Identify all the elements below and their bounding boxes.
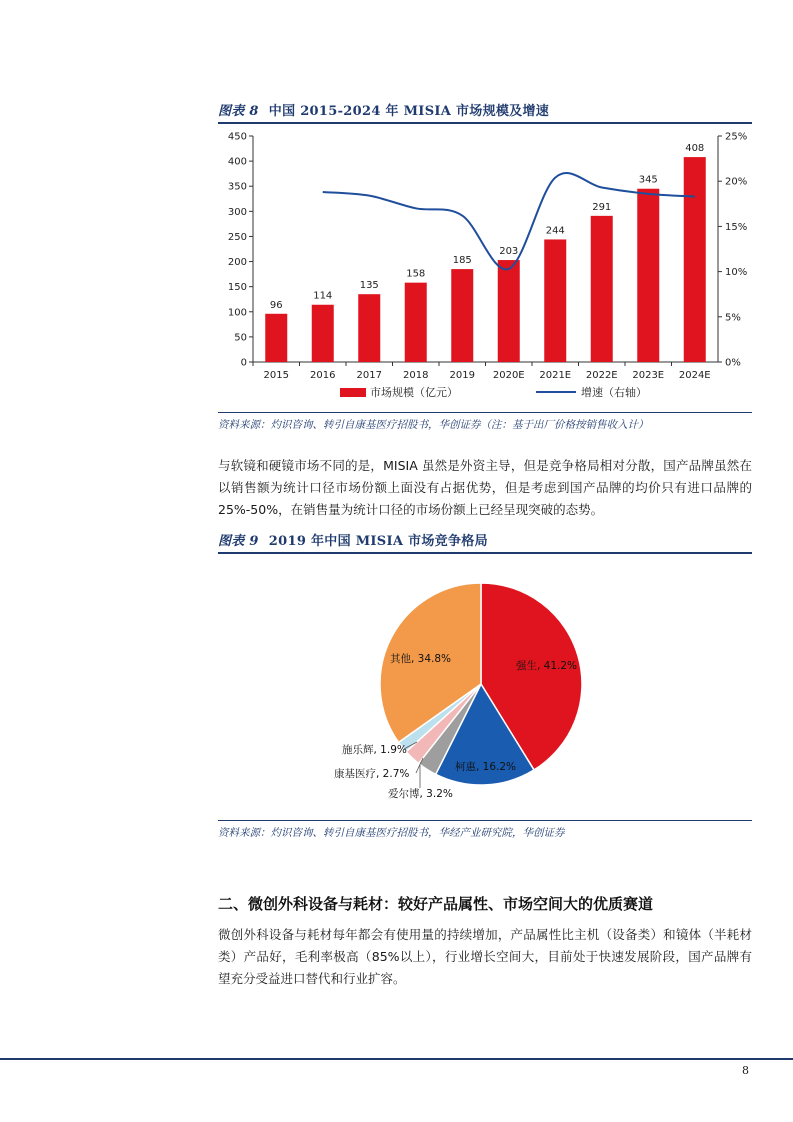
- left-tick-label: 350: [227, 181, 247, 193]
- legend-line-label: 增速（右轴）: [581, 386, 647, 399]
- left-tick-label: 100: [227, 307, 247, 319]
- left-tick-label: 250: [227, 231, 247, 243]
- left-tick-label: 50: [234, 332, 247, 344]
- pie-label-其他: 其他, 34.8%: [390, 653, 452, 665]
- section-paragraph: 微创外科设备与耗材每年都会有使用量的持续增加，产品属性比主机（设备类）和镜体（半耗材类）产品好，毛利率极高（85%以上），行业增长空间大，目前处于快速发展阶段，国产品牌有望充分受益进口替代和行业扩容。: [218, 927, 752, 986]
- left-tick-label: 300: [227, 206, 247, 218]
- bar-2024E: [684, 157, 706, 362]
- bar-2022E: [591, 216, 613, 362]
- x-tick-label: 2021E: [539, 370, 572, 381]
- section-heading: 二、微创外科设备与耗材：较好产品属性、市场空间大的优质赛道: [218, 895, 654, 913]
- left-tick-label: 200: [227, 257, 247, 269]
- legend-bar-swatch: [340, 388, 366, 397]
- x-tick-label: 2019: [449, 370, 475, 381]
- bar-2018: [405, 283, 427, 362]
- figure9-title-text: 2019 年中国 MISIA 市场竞争格局: [268, 534, 488, 549]
- right-tick-label: 0%: [725, 357, 741, 369]
- x-tick-label: 2016: [310, 370, 336, 381]
- bar-2015: [265, 314, 287, 362]
- bar-value-label: 114: [313, 290, 333, 302]
- bar-value-label: 203: [499, 246, 519, 258]
- bar-2017: [358, 294, 380, 362]
- right-tick-label: 20%: [725, 176, 748, 188]
- footer-divider: [0, 1058, 793, 1060]
- x-tick-label: 2022E: [585, 370, 618, 381]
- legend-bar-label: 市场规模（亿元）: [370, 386, 458, 399]
- figure8-title: [218, 100, 752, 124]
- left-tick-label: 150: [227, 282, 247, 294]
- pie-label-施乐辉: 施乐辉, 1.9%: [342, 744, 407, 756]
- x-tick-label: 2023E: [632, 370, 665, 381]
- bar-2021E: [544, 239, 566, 362]
- bar-value-label: 408: [685, 143, 705, 155]
- market-share-pie-chart: [218, 552, 752, 818]
- bar-value-label: 96: [269, 299, 283, 311]
- bar-value-label: 291: [592, 201, 612, 213]
- market-size-chart: [218, 122, 752, 412]
- bar-2019: [451, 269, 473, 362]
- x-tick-label: 2017: [356, 370, 382, 381]
- figure8-source: 资料来源：灼识咨询、转引自康基医疗招股书，华创证券（注：基于出厂价格按销售收入计）: [218, 412, 752, 432]
- bar-2016: [312, 305, 334, 362]
- figure8-label: 图表 8: [218, 104, 259, 119]
- pie-label-柯惠: 柯惠, 16.2%: [455, 761, 517, 773]
- pie-label-爱尔博: 爱尔博, 3.2%: [388, 788, 453, 800]
- left-tick-label: 450: [227, 131, 247, 143]
- figure9-label: 图表 9: [218, 534, 259, 549]
- left-tick-label: 0: [240, 357, 247, 369]
- figure9-title: [218, 530, 752, 554]
- page-number: 8: [742, 1064, 749, 1077]
- figure9-source: 资料来源：灼识咨询、转引自康基医疗招股书，华经产业研究院，华创证券: [218, 820, 752, 840]
- bar-value-label: 158: [406, 268, 426, 280]
- pie-label-康基医疗: 康基医疗, 2.7%: [334, 768, 410, 780]
- left-tick-label: 400: [227, 156, 247, 168]
- bar-value-label: 135: [359, 280, 379, 292]
- paragraph-competition: 与软镜和硬镜市场不同的是，MISIA 虽然是外资主导，但是竞争格局相对分散，国产品牌虽然在以销售额为统计口径市场份额上面没有占据优势，但是考虑到国产品牌的均价只有进口品牌的 25%-50%，在销售量为统计口径的市场份额上已经呈现突破的态势。: [218, 458, 752, 517]
- right-tick-label: 10%: [725, 267, 748, 279]
- x-tick-label: 2024E: [678, 370, 711, 381]
- bar-value-label: 185: [452, 255, 472, 267]
- pie-label-强生: 强生, 41.2%: [516, 660, 578, 672]
- bar-2023E: [637, 189, 659, 362]
- bar-value-label: 345: [638, 174, 658, 186]
- x-tick-label: 2020E: [492, 370, 525, 381]
- bar-value-label: 244: [545, 225, 565, 237]
- right-tick-label: 15%: [725, 221, 748, 233]
- right-tick-label: 25%: [725, 131, 748, 143]
- figure8-title-text: 中国 2015-2024 年 MISIA 市场规模及增速: [268, 104, 550, 119]
- right-tick-label: 5%: [725, 312, 741, 324]
- x-tick-label: 2018: [403, 370, 429, 381]
- bar-2020E: [498, 260, 520, 362]
- x-tick-label: 2015: [263, 370, 289, 381]
